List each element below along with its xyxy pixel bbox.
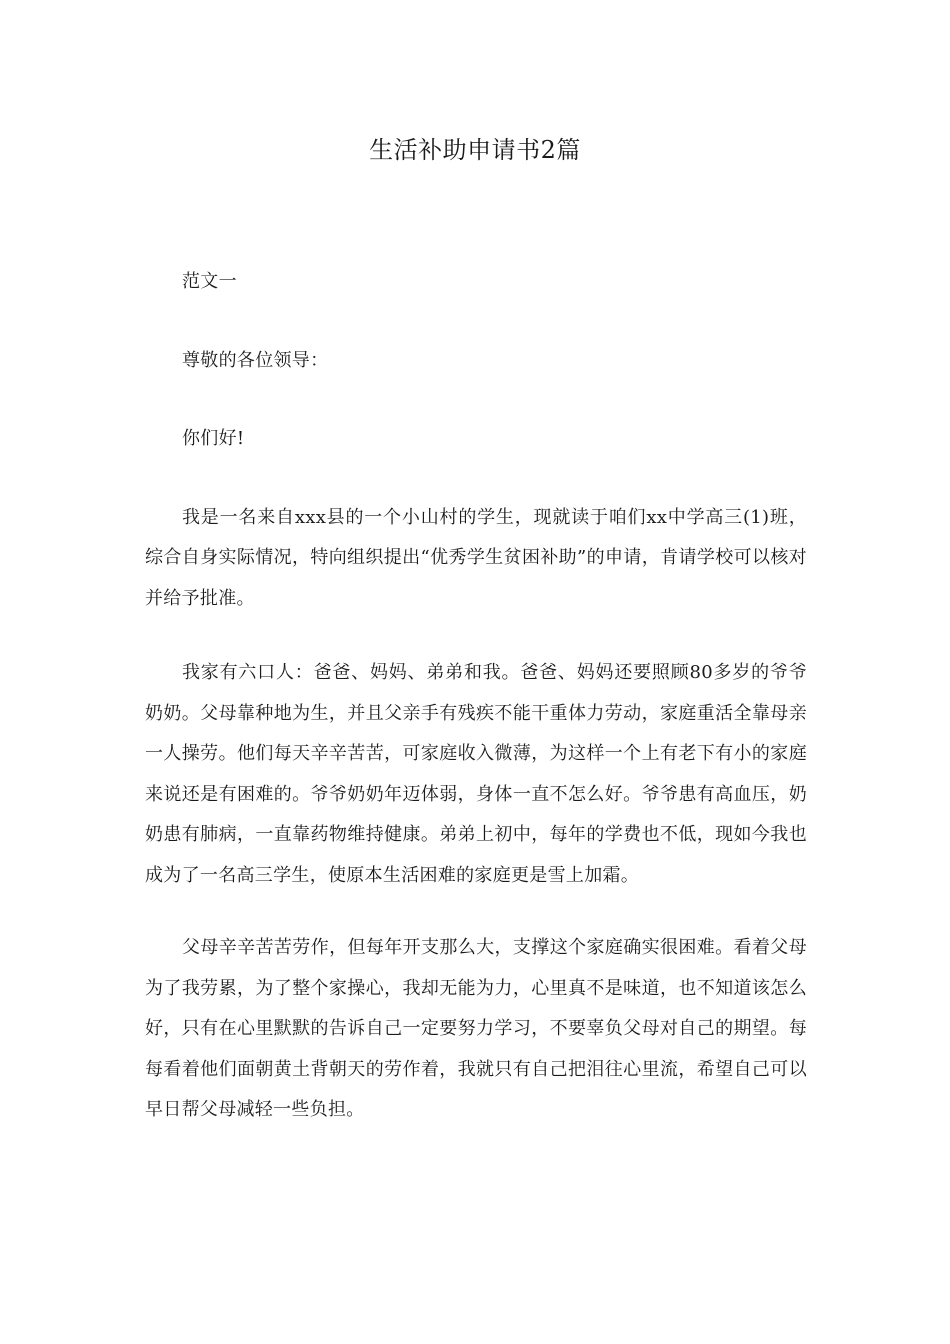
greeting: 你们好! <box>182 428 245 449</box>
document-body <box>145 262 807 1131</box>
salutation: 尊敬的各位领导： <box>182 349 329 371</box>
section-heading: 范文一 <box>182 271 237 292</box>
document-title: 生活补助申请书2篇 <box>369 136 581 164</box>
paragraph-family: 我家有六口人：爸爸、妈妈、弟弟和我。爸爸、妈妈还要照顾80多岁的爷爷奶奶。父母靠种地为生，并且父亲手有残疾不能干重体力劳动，家庭重活全靠母亲一人操劳。他们每天辛辛苦苦，可家庭收入微薄，为这样一个上有老下有小的家庭来说还是有困难的。爷爷奶奶年迈体弱，身体一直不怎么好。爷爷患有高血压，奶奶患有肺病，一直靠药物维持健康。弟弟上初中，每年的学费也不低，现如今我也成为了一名高三学生，使原本生活困难的家庭更是雪上加霜。 <box>145 662 807 886</box>
paragraph-intro: 我是一名来自xxx县的一个小山村的学生，现就读于咱们xx中学高三(1)班，综合自身实际情况，特向组织提出“优秀学生贫困补助”的申请，肯请学校可以核对并给予批准。 <box>145 506 807 609</box>
paragraph-parents: 父母辛辛苦苦劳作，但每年开支那么大，支撑这个家庭确实很困难。看着父母为了我劳累，为了整个家操心，我却无能为力，心里真不是味道，也不知道该怎么好，只有在心里默默的告诉自己一定要努力学习，不要辜负父母对自己的期望。每每看着他们面朝黄土背朝天的劳作着，我就只有自己把泪往心里流，希望自己可以早日帮父母减轻一些负担。 <box>145 937 807 1120</box>
